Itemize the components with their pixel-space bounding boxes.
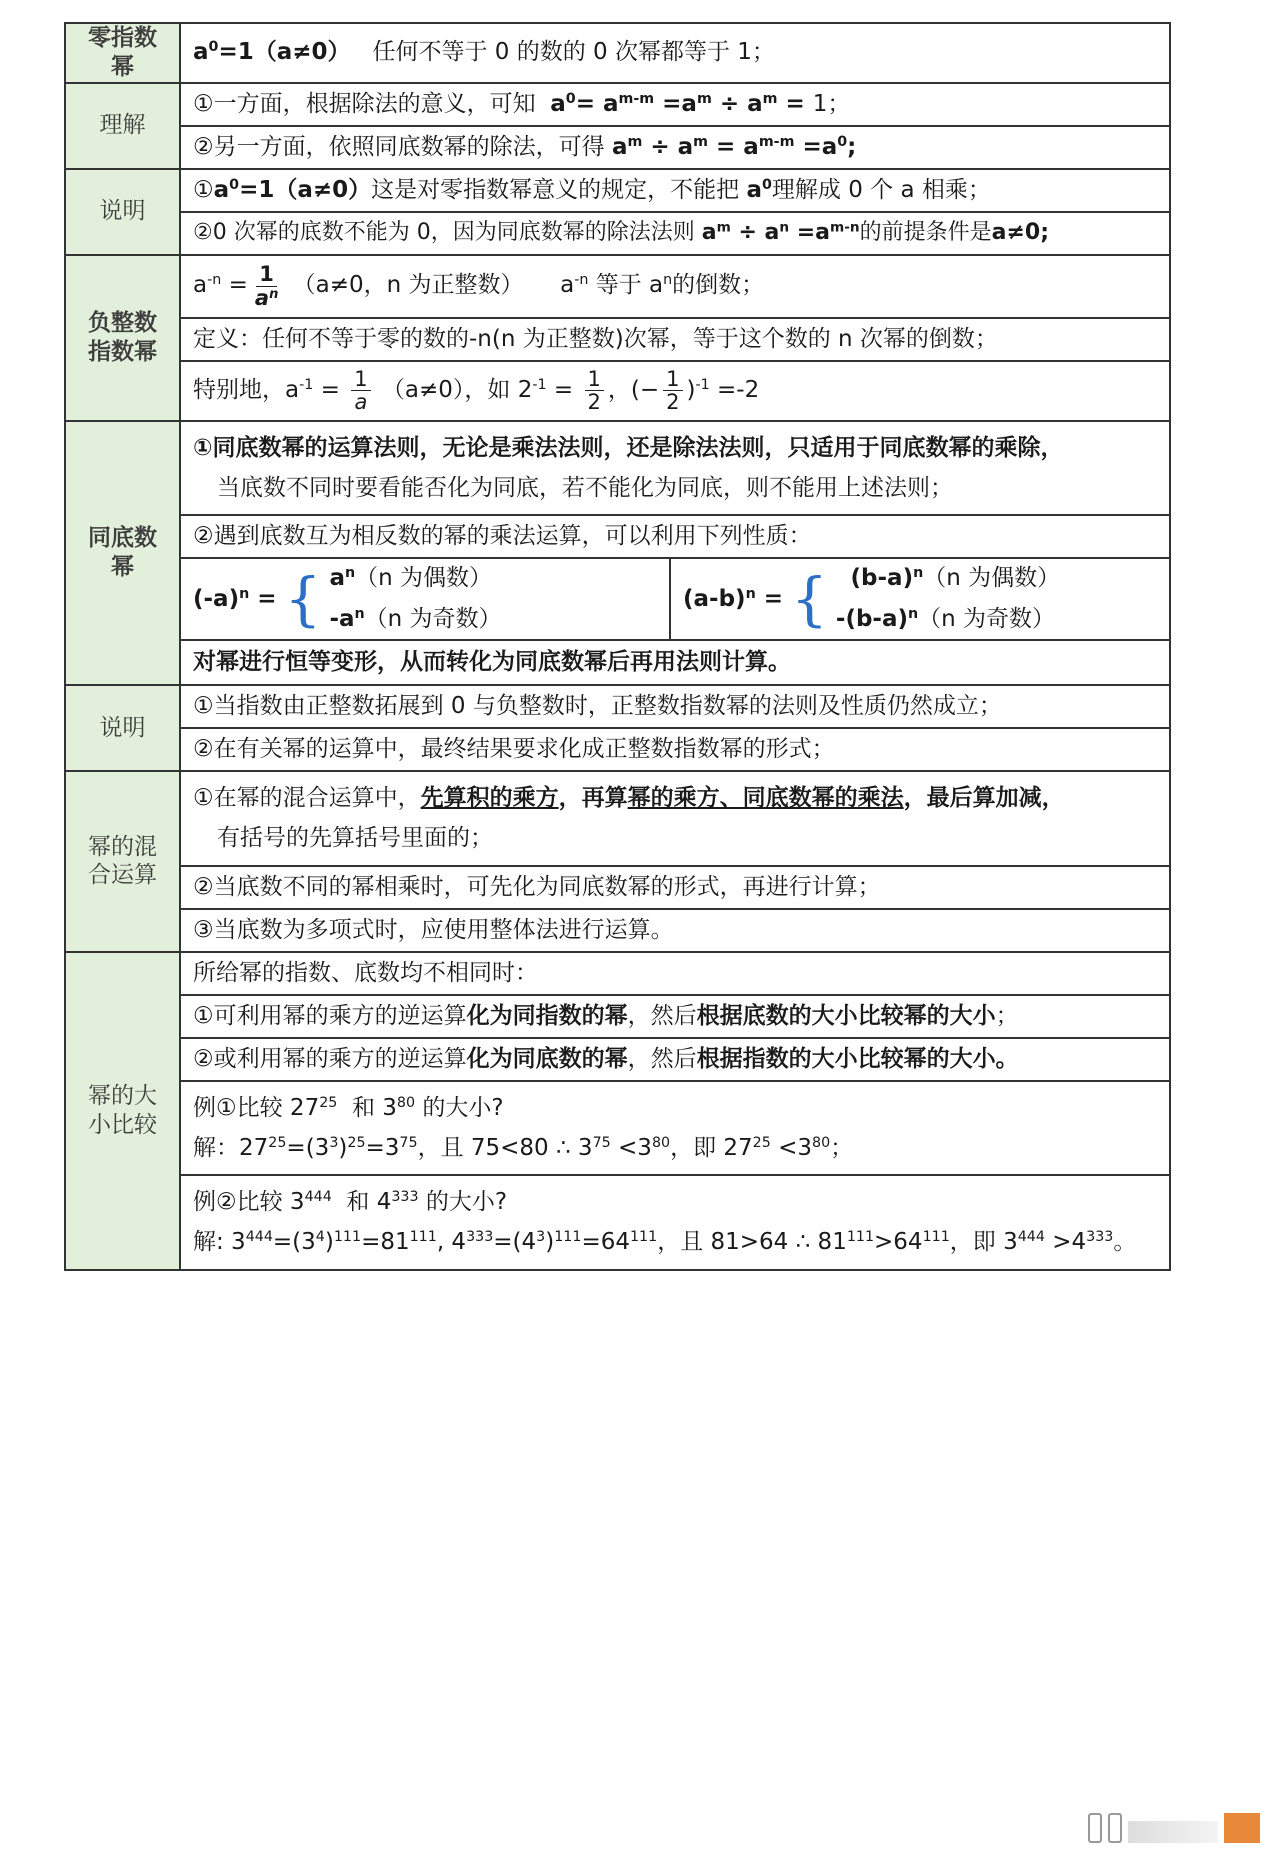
row-explain2-1	[65, 685, 1170, 728]
row-mixed-3	[65, 909, 1170, 952]
corner-decoration	[1088, 1813, 1260, 1843]
row-understanding-1	[65, 83, 1170, 126]
category-zero-exponent: 零指数幂	[65, 23, 180, 83]
row-explain2-2	[65, 728, 1170, 771]
row-negative-1	[65, 255, 1170, 318]
row-same-base-1	[65, 421, 1170, 516]
category-compare: 幂的大小比较	[65, 952, 180, 1270]
mixed-order: ①在幂的混合运算中，先算积的乘方，再算幂的乘方、同底数幂的乘法，最后算加减， 有括号的先算括号里面的；	[180, 771, 1170, 866]
row-same-base-4	[65, 640, 1170, 685]
row-mixed-1	[65, 771, 1170, 866]
explain-line-1: $①a^0=1(a\ne 0)$这是对零指数幂意义的规定，不能把 $a^0$理解成 0 个 a 相乘；	[180, 169, 1170, 212]
negative-exponent-special: 特别地，$a^{-1}$ = $\frac{1}{a}$ （a≠0），如 $2^{-1}$ = $\frac{1}{2}$ ，(− $\frac{1}{2}$ )$^{-1}$ =-2	[180, 361, 1170, 421]
row-explain-2	[65, 212, 1170, 255]
explain2-line-1: ①当指数由正整数拓展到 0 与负整数时，正整数指数幂的法则及性质仍然成立；	[180, 685, 1170, 728]
category-same-base: 同底数幂	[65, 421, 180, 686]
compare-method-2: ②或利用幂的乘方的逆运算化为同底数的幂，然后根据指数的大小比较幂的大小。	[180, 1038, 1170, 1081]
row-mixed-2	[65, 866, 1170, 909]
category-understanding: 理解	[65, 83, 180, 169]
row-negative-3	[65, 361, 1170, 421]
same-base-rule: ①同底数幂的运算法则，无论是乘法法则，还是除法法则，只适用于同底数幂的乘除， 当底数不同时要看能否化为同底，若不能化为同底，则不能用上述法则；	[180, 421, 1170, 516]
row-compare-example-1	[65, 1081, 1170, 1176]
row-negative-2	[65, 318, 1170, 361]
row-explain-1	[65, 169, 1170, 212]
same-base-transform: 对幂进行恒等变形，从而转化为同底数幂后再用法则计算。	[180, 640, 1170, 685]
brace-icon: {	[791, 565, 828, 633]
compare-method-1: ①可利用幂的乘方的逆运算化为同指数的幂，然后根据底数的大小比较幂的大小；	[180, 995, 1170, 1038]
mixed-line-3: ③当底数为多项式时，应使用整体法进行运算。	[180, 909, 1170, 952]
brace-icon: {	[284, 565, 322, 633]
category-explain-2: 说明	[65, 685, 180, 771]
row-same-base-2	[65, 515, 1170, 558]
row-zero-exponent	[65, 23, 1170, 83]
row-understanding-2	[65, 126, 1170, 169]
row-compare-example-2	[65, 1175, 1170, 1270]
explain-line-2: ②0 次幂的底数不能为 0，因为同底数幂的除法法则 $a^m \div a^n =a^{m-n}$的前提条件是a≠0;	[180, 212, 1170, 255]
understanding-line-1: ①一方面，根据除法的意义，可知 $a^0= a^{m-m} =a^m \div a^m = 1$；	[180, 83, 1170, 126]
row-compare-3	[65, 1038, 1170, 1081]
negative-exponent-formula: $a^{-n}$ = $\frac{1}{a^n}$ （a≠0，n 为正整数） $a^{-n}$ 等于 $a^n$的倒数；	[180, 255, 1170, 318]
property-neg-a: $(-a)^n$ = { $a^n(n$ 为偶数） $-a^n(n$ 为奇数）	[180, 558, 670, 640]
zero-exponent-definition: $a^0=1(a\ne 0)$ 任何不等于 0 的数的 0 次幂都等于 1；	[180, 23, 1170, 83]
same-base-property-intro: ②遇到底数互为相反数的幂的乘法运算，可以利用下列性质：	[180, 515, 1170, 558]
compare-intro: 所给幂的指数、底数均不相同时：	[180, 952, 1170, 995]
category-explain-1: 说明	[65, 169, 180, 255]
property-a-minus-b: $(a-b)^n$ = { $(b-a)^n(n$ 为偶数） $-(b-a)^n(n$ 为奇数）	[670, 558, 1170, 640]
compare-example-1: 例①比较 $27^{25}$ 和 $3^{80}$ 的大小? 解：$27^{25}=(3^3)^{25}=3^{75}$，且 75<80 ∴ $3^{75} <3^{80}$，即 $27^{25} <3^{80}$；	[180, 1081, 1170, 1176]
mixed-line-2: ②当底数不同的幂相乘时，可先化为同底数幂的形式，再进行计算；	[180, 866, 1170, 909]
notes-table	[64, 22, 1171, 1271]
row-compare-2	[65, 995, 1170, 1038]
explain2-line-2: ②在有关幂的运算中，最终结果要求化成正整数指数幂的形式；	[180, 728, 1170, 771]
negative-exponent-definition: 定义：任何不等于零的数的-n(n 为正整数)次幂，等于这个数的 n 次幂的倒数；	[180, 318, 1170, 361]
category-mixed-operation: 幂的混合运算	[65, 771, 180, 952]
understanding-line-2: ②另一方面，依照同底数幂的除法，可得 $a^m \div a^m = a^{m-m} =a^0$;	[180, 126, 1170, 169]
compare-example-2: 例②比较 $3^{444}$ 和 $4^{333}$ 的大小? 解: $3^{444}=(3^4)^{111}=81^{111}$, $4^{333}=(4^3)^{111}=64^{111}$，且 81>64 ∴ $81^{111}>64^{111}$，即 $3^{444} >4^{333}$。	[180, 1175, 1170, 1270]
category-negative-exponent: 负整数指数幂	[65, 255, 180, 421]
row-compare-1	[65, 952, 1170, 995]
row-same-base-3	[65, 558, 1170, 640]
